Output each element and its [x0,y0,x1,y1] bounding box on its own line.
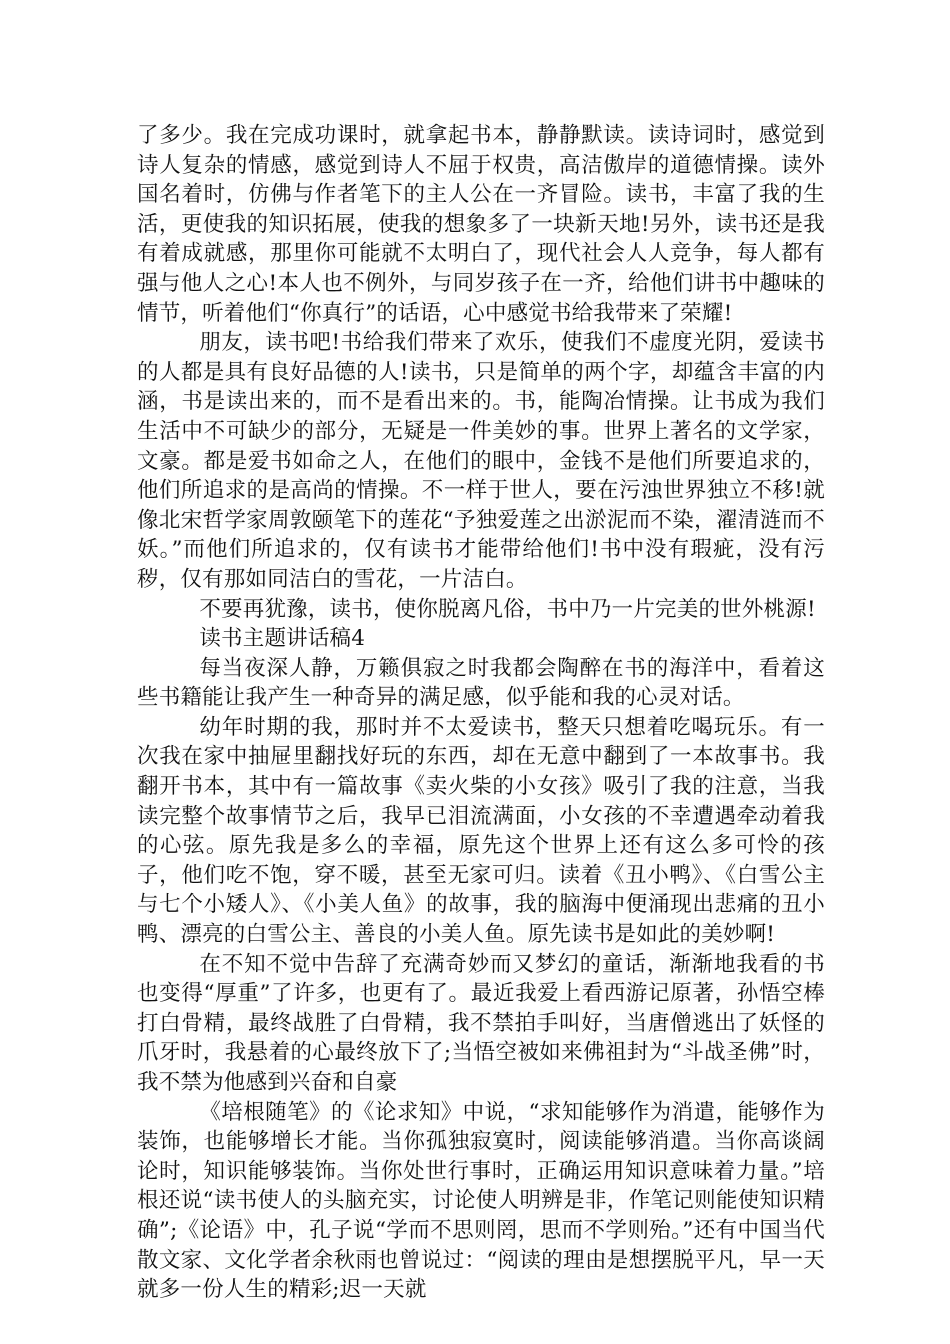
paragraph-night-reading: 每当夜深人静，万籁俱寂之时我都会陶醉在书的海洋中，看着这些书籍能让我产生一种奇异的满足感，似乎能和我的心灵对话。 [137,655,825,711]
section-heading: 读书主题讲话稿4 [199,626,366,652]
paragraph-childhood: 幼年时期的我，那时并不太爱读书，整天只想着吃喝玩乐。有一次我在家中抽屉里翻找好玩的东西，却在无意中翻到了一本故事书。我翻开书本，其中有一篇故事《卖火柴的小女孩》吸引了我的注意，当我读完整个故事情节之后，我早已泪流满面，小女孩的不幸遭遇牵动着我的心弦。原先我是多么的幸福，原先这个世界上还有这么多可怜的孩子，他们吃不饱，穿不暖，甚至无家可归。读着《丑小鸭》、《白雪公主与七个小矮人》、《小美人鱼》的故事，我的脑海中便涌现出悲痛的丑小鸭、漂亮的白雪公主、善良的小美人鱼。原先读书是如此的美妙啊! [137,714,825,948]
paragraph-continued: 了多少。我在完成功课时，就拿起书本，静静默读。读诗词时，感觉到诗人复杂的情感，感觉到诗人不屈于权贵，高洁傲岸的道德情操。读外国名着时，仿佛与作者笔下的主人公在一齐冒险。读书，丰富了我的生活，更使我的知识拓展，使我的想象多了一块新天地!另外，读书还是我有着成就感，那里你可能就不太明白了，现代社会人人竞争，每人都有强与他人之心!本人也不例外，与同岁孩子在一齐，给他们讲书中趣味的情节，听着他们“你真行”的话语，心中感觉书给我带来了荣耀! [137,123,825,326]
paragraph-friends-read: 朋友，读书吧!书给我们带来了欢乐，使我们不虚度光阴，爱读书的人都是具有良好品德的人!读书，只是简单的两个字，却蕴含丰富的内涵，书是读出来的，而不是看出来的。书，能陶冶情操。让书成为我们生活中不可缺少的部分，无疑是一件美妙的事。世界上著名的文学家，文豪。都是爱书如命之人，在他们的眼中，金钱不是他们所要追求的，他们所追求的是高尚的情操。不一样于世人，要在污浊世界独立不移!就像北宋哲学家周敦颐笔下的莲花“予独爱莲之出淤泥而不染，濯清涟而不妖。”而他们所追求的，仅有读书才能带给他们!书中没有瑕疵，没有污秽，仅有那如同洁白的雪花，一片洁白。 [137,330,825,592]
paragraph-fairytales: 在不知不觉中告辞了充满奇妙而又梦幻的童话，渐渐地我看的书也变得“厚重”了许多，也更有了。最近我爱上看西游记原著，孙悟空棒打白骨精，最终战胜了白骨精，我不禁拍手叫好，当唐僧逃出了妖怪的爪牙时，我悬着的心最终放下了;当悟空被如来佛祖封为“斗战圣佛”时，我不禁为他感到兴奋和自豪 [137,951,825,1095]
document-body [137,121,825,1305]
paragraph-bacon-quote: 《培根随笔》的《论求知》中说，“求知能够作为消遣，能够作为装饰，也能够增长才能。当你孤独寂寞时，阅读能够消遣。当你高谈阔论时，知识能够装饰。当你处世行事时，正确运用知识意味着力量。”培根还说“读书使人的头脑充实，讨论使人明辨是非，作笔记则能使知识精确”;《论语》中，孔子说“学而不思则罔，思而不学则殆。”还有中国当代散文家、文化学者余秋雨也曾说过：“阅读的理由是想摆脱平凡，早一天就多一份人生的精彩;迟一天就 [137,1099,825,1303]
paragraph-dont-hesitate: 不要再犹豫，读书，使你脱离凡俗，书中乃一片完美的世外桃源! [199,596,816,622]
